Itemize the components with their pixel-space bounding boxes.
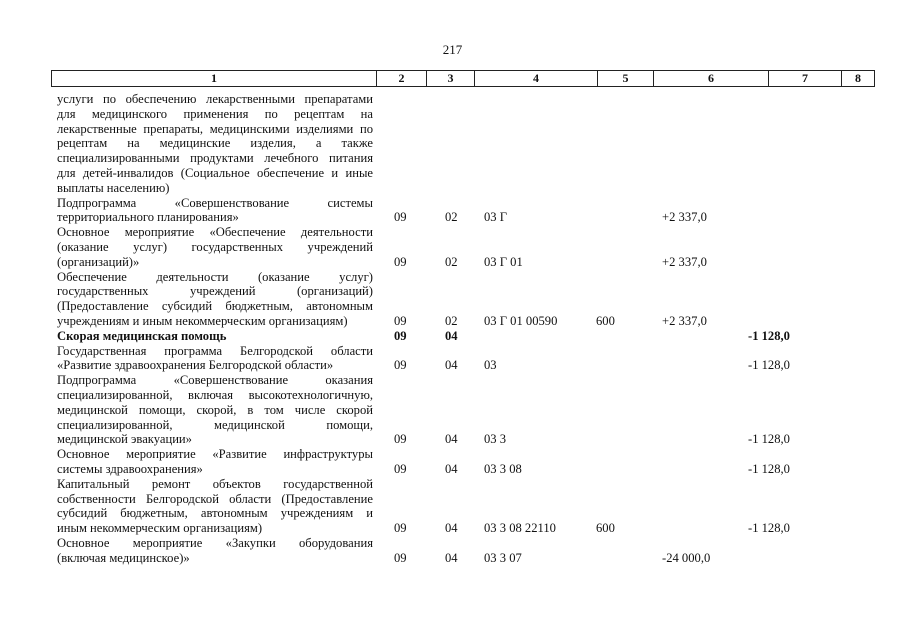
description-line: выплаты населению) bbox=[57, 180, 170, 195]
section-code: 09 bbox=[394, 550, 407, 565]
table-row bbox=[0, 373, 905, 447]
amount-column-6: +2 337,0 bbox=[662, 254, 707, 269]
row-description bbox=[57, 373, 373, 447]
target-article-code: 03 3 bbox=[484, 432, 507, 447]
amount-column-7: -1 128,0 bbox=[748, 432, 790, 447]
subsection-code: 04 bbox=[445, 461, 458, 476]
page-number: 217 bbox=[442, 42, 463, 57]
description-line: (Предоставление субсидий бюджетным, автономным bbox=[57, 299, 373, 314]
table-row bbox=[0, 270, 905, 329]
description-line: специализированной, включая высокотехнологичную, bbox=[57, 387, 373, 402]
description-line: Подпрограмма «Совершенствование системы bbox=[57, 195, 373, 210]
table-row bbox=[0, 92, 905, 196]
column-header-6: 6 bbox=[654, 71, 769, 86]
subsection-code: 04 bbox=[445, 550, 458, 565]
row-description bbox=[57, 447, 373, 477]
description-line: учреждениям и иным некоммерческим организациям) bbox=[57, 313, 348, 328]
subsection-code: 04 bbox=[445, 521, 458, 536]
amount-column-6: -24 000,0 bbox=[662, 550, 711, 565]
description-line: (оказание услуг) государственных учреждений bbox=[57, 239, 373, 254]
table-row bbox=[0, 329, 905, 344]
subsection-code: 02 bbox=[445, 210, 458, 225]
amount-column-6: +2 337,0 bbox=[662, 210, 707, 225]
table-row bbox=[0, 344, 905, 374]
table-header-row bbox=[51, 70, 875, 87]
description-line: специализированными продуктами лечебного питания bbox=[57, 151, 373, 166]
amount-column-7: -1 128,0 bbox=[748, 328, 790, 343]
description-line: территориального планирования» bbox=[57, 210, 239, 225]
description-line: специализированной, медицинской помощи, bbox=[57, 417, 373, 432]
description-line: лекарственные препараты, медицинскими изделиями по bbox=[57, 121, 373, 136]
table-row bbox=[0, 225, 905, 269]
row-description bbox=[57, 477, 373, 536]
section-code: 09 bbox=[394, 328, 407, 343]
description-line: иным некоммерческим организациям) bbox=[57, 521, 263, 536]
section-code: 09 bbox=[394, 461, 407, 476]
subsection-code: 02 bbox=[445, 313, 458, 328]
amount-column-7: -1 128,0 bbox=[748, 461, 790, 476]
target-article-code: 03 3 08 22110 bbox=[484, 521, 556, 536]
description-line: рецептам на медицинские изделия, а также bbox=[57, 136, 373, 151]
section-code: 09 bbox=[394, 521, 407, 536]
description-line: Подпрограмма «Совершенствование оказания bbox=[57, 373, 373, 388]
description-line: Основное мероприятие «Закупки оборудования bbox=[57, 536, 373, 550]
description-line: «Развитие здравоохранения Белгородской области» bbox=[57, 358, 334, 373]
description-line: Обеспечение деятельности (оказание услуг) bbox=[57, 269, 373, 284]
subsection-code: 02 bbox=[445, 254, 458, 269]
description-line: системы здравоохранения» bbox=[57, 461, 203, 476]
section-code: 09 bbox=[394, 210, 407, 225]
subsection-code: 04 bbox=[445, 328, 458, 343]
target-article-code: 03 3 07 bbox=[484, 550, 522, 565]
target-article-code: 03 Г 01 bbox=[484, 254, 523, 269]
description-line: субсидий бюджетным, автономным учреждениям и bbox=[57, 506, 373, 521]
description-line: Основное мероприятие «Обеспечение деятельности bbox=[57, 225, 373, 240]
description-line: Государственная программа Белгородской области bbox=[57, 343, 373, 358]
amount-column-7: -1 128,0 bbox=[748, 521, 790, 536]
row-description bbox=[57, 196, 373, 226]
description-line: собственности Белгородской области (Предоставление bbox=[57, 491, 373, 506]
target-article-code: 03 Г 01 00590 bbox=[484, 313, 558, 328]
description-line: медицинской помощи, скорой, в том числе скорой bbox=[57, 402, 373, 417]
row-description bbox=[57, 270, 373, 329]
description-line: Капитальный ремонт объектов государственной bbox=[57, 476, 373, 491]
description-line: (включая медицинское)» bbox=[57, 550, 190, 565]
section-code: 09 bbox=[394, 432, 407, 447]
row-description bbox=[57, 536, 373, 566]
description-line: (организаций)» bbox=[57, 254, 140, 269]
description-line: для детей-инвалидов (Социальное обеспечение и иные bbox=[57, 165, 373, 180]
description-line: для медицинского применения по рецептам на bbox=[57, 106, 373, 121]
column-header-3: 3 bbox=[427, 71, 475, 86]
description-line: Скорая медицинская помощь bbox=[57, 328, 227, 343]
table-row bbox=[0, 536, 905, 566]
description-line: Основное мероприятие «Развитие инфраструктуры bbox=[57, 447, 373, 462]
column-header-5: 5 bbox=[598, 71, 654, 86]
amount-column-6: +2 337,0 bbox=[662, 313, 707, 328]
subsection-code: 04 bbox=[445, 358, 458, 373]
table-row bbox=[0, 447, 905, 477]
table-row bbox=[0, 196, 905, 226]
row-description bbox=[57, 329, 373, 344]
column-header-1: 1 bbox=[52, 71, 377, 86]
section-code: 09 bbox=[394, 313, 407, 328]
column-header-8: 8 bbox=[855, 71, 861, 85]
table-row bbox=[0, 477, 905, 536]
column-header-4: 4 bbox=[475, 71, 598, 86]
row-description bbox=[57, 344, 373, 374]
target-article-code: 03 Г bbox=[484, 210, 508, 225]
description-line: государственных учреждений (организаций) bbox=[57, 284, 373, 299]
column-header-2: 2 bbox=[377, 71, 427, 86]
subsection-code: 04 bbox=[445, 432, 458, 447]
description-line: услуги по обеспечению лекарственными препаратами bbox=[57, 92, 373, 106]
section-code: 09 bbox=[394, 358, 407, 373]
target-article-code: 03 3 08 bbox=[484, 461, 522, 476]
column-header-7: 7 bbox=[769, 71, 842, 86]
target-article-code: 03 bbox=[484, 358, 497, 373]
expense-type-code: 600 bbox=[596, 521, 615, 536]
description-line: медицинской эвакуации» bbox=[57, 432, 192, 447]
expense-type-code: 600 bbox=[596, 313, 615, 328]
amount-column-7: -1 128,0 bbox=[748, 358, 790, 373]
section-code: 09 bbox=[394, 254, 407, 269]
row-description bbox=[57, 225, 373, 269]
row-description bbox=[57, 92, 373, 196]
